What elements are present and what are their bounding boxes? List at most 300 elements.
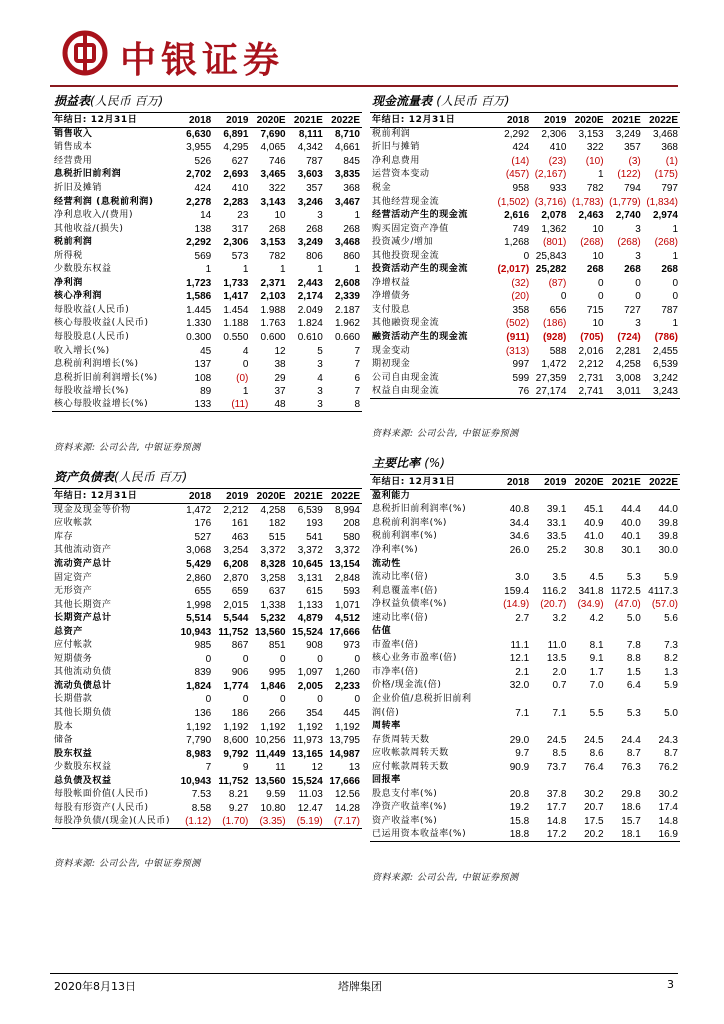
- table-row: [52, 571, 362, 585]
- row-value: 0: [598, 277, 604, 289]
- row-value: 541: [306, 531, 323, 543]
- row-value: 40.9: [584, 517, 604, 529]
- row-label: 无形资产: [54, 586, 93, 597]
- row-value: 1.7: [589, 666, 604, 678]
- row-label: 净利息费用: [372, 155, 421, 166]
- row-value: 973: [343, 640, 360, 652]
- row-value: 108: [194, 372, 212, 384]
- row-value: 2.187: [334, 304, 360, 316]
- row-value: 3,468: [652, 129, 678, 141]
- table-row: [370, 693, 680, 707]
- table-row: [370, 344, 680, 358]
- row-value: 3.5: [552, 572, 567, 584]
- row-label: 其他收益/(损失): [54, 223, 124, 234]
- row-value: 1,586: [186, 291, 212, 303]
- row-value: (20.7): [540, 599, 567, 611]
- row-value: 2,371: [260, 277, 286, 289]
- row-value: 0: [560, 291, 567, 303]
- row-value: 8: [325, 398, 362, 412]
- table-row: [370, 371, 680, 385]
- row-label: 现金变动: [372, 345, 411, 356]
- row-value: 2,455: [652, 345, 678, 357]
- header-year-2: 2019: [213, 113, 250, 128]
- row-value: 0.300: [186, 331, 212, 343]
- row-value: 7: [354, 359, 360, 371]
- row-value: 4,065: [260, 142, 286, 154]
- row-label: 投资活动产生的现金流: [372, 264, 469, 275]
- header-fiscal-year-end: 年结日: 12月31日: [52, 113, 176, 128]
- table-row: [370, 385, 680, 399]
- row-label: 税前利润: [54, 237, 93, 248]
- row-value: 5.6: [664, 612, 678, 624]
- table-row: [52, 761, 362, 775]
- row-value: 40.8: [509, 504, 530, 516]
- row-value: 3.2: [552, 612, 567, 624]
- row-value: [643, 490, 680, 504]
- table-row: [370, 611, 680, 625]
- row-value: (122): [617, 169, 641, 181]
- footer-company: 塔牌集团: [338, 980, 382, 993]
- row-value: 0: [242, 653, 249, 665]
- row-value: 17,666: [329, 626, 360, 638]
- table-row: [52, 249, 362, 263]
- table-header-row: [370, 475, 680, 490]
- row-value: 2,860: [186, 572, 212, 584]
- row-value: 2,212: [223, 505, 249, 517]
- table-row: [370, 222, 680, 236]
- row-value: 445: [343, 707, 360, 719]
- row-value: 2,015: [223, 599, 249, 611]
- row-value: 3,243: [643, 385, 680, 399]
- header-year-5: 2022E: [325, 489, 362, 504]
- row-value: 1,192: [223, 721, 249, 733]
- footer-page-number: 3: [667, 978, 674, 991]
- table-row: [52, 263, 362, 277]
- row-value: 7,790: [186, 735, 212, 747]
- row-value: 8.7: [664, 748, 678, 760]
- row-value: 1,192: [260, 721, 286, 733]
- row-value: 3,242: [652, 372, 678, 384]
- row-value: 1.824: [297, 318, 323, 330]
- row-value: 1,362: [541, 223, 567, 235]
- row-label: 运营资本变动: [372, 169, 430, 180]
- row-value: 3,467: [334, 196, 360, 208]
- row-value: (268): [580, 237, 604, 249]
- row-value: 8.8: [626, 653, 641, 665]
- row-value: [643, 774, 680, 788]
- row-value: 2,463: [578, 210, 604, 222]
- table-row: [370, 182, 680, 196]
- row-value: 1.3: [664, 666, 678, 678]
- table-row: [370, 557, 680, 571]
- table-row: [52, 788, 362, 802]
- row-value: 14,987: [329, 748, 360, 760]
- row-value: 0.550: [223, 331, 249, 343]
- row-value: 2.0: [552, 666, 567, 678]
- header-year-4: 2021E: [606, 113, 643, 128]
- row-value: 268: [586, 264, 604, 276]
- header-year-4: 2021E: [606, 475, 643, 490]
- row-value: 1,998: [186, 599, 212, 611]
- row-value: 8.1: [589, 639, 604, 651]
- row-value: 3,008: [615, 372, 641, 384]
- row-value: [643, 693, 680, 707]
- row-label: 净资产收益率(%): [372, 802, 447, 813]
- row-value: 32.0: [509, 680, 530, 692]
- row-value: 4,879: [297, 613, 323, 625]
- row-label: 其他长期资产: [54, 599, 112, 610]
- row-value: 45: [200, 345, 212, 357]
- row-value: 2,339: [334, 291, 360, 303]
- table-header-row: [370, 113, 680, 128]
- row-label: 短期债务: [54, 653, 93, 664]
- row-value: 1: [205, 264, 212, 276]
- row-label: 息税前利润率(%): [372, 517, 447, 528]
- row-value: 580: [343, 531, 360, 543]
- row-value: [494, 625, 531, 639]
- row-value: 17.4: [658, 802, 678, 814]
- row-value: 13.5: [546, 653, 567, 665]
- row-value: 268: [306, 223, 323, 235]
- row-label: 长期资产总计: [54, 613, 112, 624]
- header-fiscal-year-end: 年结日: 12月31日: [370, 475, 494, 490]
- row-value: 3,246: [297, 196, 323, 208]
- table-row: [52, 128, 362, 142]
- row-value: 13,154: [329, 558, 360, 570]
- row-value: 3,603: [297, 169, 323, 181]
- row-value: (23): [548, 155, 567, 167]
- row-value: 410: [231, 182, 249, 194]
- row-value: 5: [317, 345, 323, 357]
- row-value: 13: [348, 762, 360, 774]
- header-fiscal-year-end: 年结日: 12月31日: [52, 489, 176, 504]
- table-row: [370, 503, 680, 517]
- row-value: 1.445: [186, 304, 212, 316]
- row-value: 0: [317, 653, 323, 665]
- row-label: 息税折旧前利润率(%): [372, 504, 467, 515]
- balance-unit-text: (人民币 百万): [114, 470, 188, 484]
- row-value: 463: [231, 531, 249, 543]
- row-value: 3,372: [334, 545, 360, 557]
- row-value: 138: [194, 223, 212, 235]
- row-value: (20): [511, 291, 530, 303]
- row-value: 0: [242, 694, 249, 706]
- table-row: [52, 815, 362, 829]
- table-row: [52, 182, 362, 196]
- row-value: 2,731: [578, 372, 604, 384]
- row-value: 116.2: [542, 585, 567, 597]
- row-value: (1,834): [646, 196, 678, 208]
- table-row: [370, 544, 680, 558]
- row-value: (1,779): [609, 196, 641, 208]
- row-value: 3,131: [297, 572, 323, 584]
- row-value: 8,994: [334, 505, 360, 517]
- table-row: [52, 653, 362, 667]
- row-label: 净利润: [54, 277, 83, 288]
- row-value: 341.8: [578, 585, 604, 597]
- row-value: 1,192: [186, 721, 212, 733]
- row-value: 12: [311, 762, 323, 774]
- row-label: 经营利润 (息税前利润): [54, 196, 154, 207]
- header-year-5: 2022E: [325, 113, 362, 128]
- row-value: 7.1: [552, 707, 567, 719]
- row-value: 851: [268, 640, 286, 652]
- row-value: 782: [586, 182, 604, 194]
- row-value: 2,103: [260, 291, 286, 303]
- row-value: 137: [194, 359, 212, 371]
- table-header-row: [52, 113, 362, 128]
- row-value: 656: [549, 304, 567, 316]
- row-value: (87): [548, 277, 567, 289]
- row-value: 2,306: [223, 237, 249, 249]
- bank-of-china-logo-icon: [62, 30, 108, 76]
- table-row: [370, 747, 680, 761]
- row-value: 30.2: [658, 788, 678, 800]
- row-value: 2,306: [541, 129, 567, 141]
- row-label: 收入增长(%): [54, 345, 110, 356]
- row-value: 615: [306, 586, 323, 598]
- row-value: 806: [306, 250, 323, 262]
- header-year-2: 2019: [531, 113, 568, 128]
- row-value: 20.7: [584, 802, 604, 814]
- row-value: [568, 720, 605, 734]
- row-value: 8.6: [589, 748, 604, 760]
- row-value: 20.8: [509, 788, 530, 800]
- row-value: 7.1: [515, 707, 530, 719]
- row-value: 5.0: [626, 612, 641, 624]
- row-value: 26.0: [509, 544, 530, 556]
- row-value: 25,843: [535, 250, 567, 262]
- row-value: 5.9: [664, 680, 678, 692]
- row-value: 44.4: [621, 504, 641, 516]
- row-label: 销售成本: [54, 142, 93, 153]
- row-value: 906: [231, 667, 249, 679]
- table-row: [370, 679, 680, 693]
- row-value: 186: [231, 707, 249, 719]
- row-value: 3,372: [260, 545, 286, 557]
- row-value: 17.5: [584, 815, 604, 827]
- row-value: 0: [672, 277, 678, 289]
- row-value: 7.3: [664, 639, 678, 651]
- row-value: 11: [275, 762, 286, 774]
- cash-flow-table: [370, 112, 680, 399]
- row-value: 2,174: [297, 291, 323, 303]
- table-row: [370, 828, 680, 842]
- row-label: 股息支付率(%): [372, 788, 438, 799]
- row-value: 14.8: [658, 815, 678, 827]
- row-value: 588: [549, 345, 567, 357]
- row-value: (47.0): [614, 599, 641, 611]
- row-value: 2,693: [223, 169, 249, 181]
- table-row: [370, 263, 680, 277]
- row-value: 1,338: [260, 599, 286, 611]
- row-value: 11,449: [255, 748, 286, 760]
- table-row: [370, 358, 680, 372]
- header-year-1: 2018: [176, 489, 213, 504]
- row-label: 股本: [54, 721, 74, 732]
- row-value: 13,560: [254, 775, 286, 787]
- row-value: 0.7: [552, 680, 567, 692]
- row-value: 15,524: [292, 775, 323, 787]
- row-value: 1.188: [223, 318, 249, 330]
- row-value: 6,539: [652, 359, 678, 371]
- row-value: 10,645: [292, 558, 323, 570]
- row-label: 核心业务市盈率(倍): [372, 653, 458, 664]
- row-value: (705): [580, 331, 604, 343]
- row-value: 16.9: [643, 828, 680, 842]
- row-value: (786): [654, 331, 678, 343]
- row-value: 37.8: [546, 788, 567, 800]
- row-label: 息税折旧前利润增长(%): [54, 372, 158, 383]
- cash-flow-title: [372, 92, 509, 109]
- table-row: [370, 141, 680, 155]
- row-value: (1,783): [571, 196, 604, 208]
- row-value: 410: [549, 142, 567, 154]
- table-row: [370, 598, 680, 612]
- table-row: [52, 680, 362, 694]
- row-label: 净利率(%): [372, 544, 419, 555]
- row-value: 527: [194, 531, 212, 543]
- table-row: [52, 734, 362, 748]
- row-value: (2,167): [534, 169, 567, 181]
- row-label: 净权益负债率(%): [372, 599, 447, 610]
- row-value: 0: [205, 694, 212, 706]
- row-value: 268: [624, 264, 641, 276]
- table-row: [52, 277, 362, 291]
- row-value: 8.58: [191, 802, 212, 814]
- row-value: 368: [661, 142, 678, 154]
- header-year-1: 2018: [176, 113, 213, 128]
- row-label: 资产收益率(%): [372, 815, 438, 826]
- row-label: 储备: [54, 735, 74, 746]
- balance-sheet-table: [52, 488, 362, 829]
- row-value: (57.0): [651, 599, 678, 611]
- row-value: 1: [242, 386, 249, 398]
- header-year-3: 2020E: [250, 489, 287, 504]
- row-value: 12.1: [509, 653, 530, 665]
- row-value: 2,278: [186, 196, 212, 208]
- row-value: 0: [635, 291, 641, 303]
- table-row: [52, 517, 362, 531]
- row-label: 期初现金: [372, 359, 411, 370]
- row-value: 33.1: [546, 517, 567, 529]
- row-value: 5.0: [664, 707, 678, 719]
- row-value: 10,943: [180, 626, 212, 638]
- row-value: 8,600: [223, 735, 249, 747]
- row-value: 7.53: [191, 789, 212, 801]
- row-value: 2.1: [515, 666, 530, 678]
- row-value: (724): [617, 331, 641, 343]
- table-row: [52, 141, 362, 155]
- row-value: 782: [268, 250, 286, 262]
- row-value: 7.0: [589, 680, 604, 692]
- row-value: (801): [543, 237, 567, 249]
- row-label: 每股收益增长(%): [54, 386, 129, 397]
- row-value: 1,097: [297, 667, 323, 679]
- row-label: 经营费用: [54, 155, 93, 166]
- table-row: [370, 801, 680, 815]
- row-value: 839: [194, 667, 212, 679]
- row-label: 流动性: [372, 558, 401, 569]
- table-row: [52, 385, 362, 399]
- table-row: [52, 666, 362, 680]
- row-label: 融资活动产生的现金流: [372, 331, 469, 342]
- row-value: (14): [511, 155, 530, 167]
- table-row: [370, 530, 680, 544]
- row-value: (10): [585, 155, 604, 167]
- row-value: 13,165: [292, 748, 323, 760]
- row-value: 2,233: [334, 680, 360, 692]
- row-value: 1,417: [223, 291, 249, 303]
- row-value: 10,256: [254, 735, 286, 747]
- row-value: 322: [268, 182, 286, 194]
- row-value: 15.7: [621, 815, 641, 827]
- table-row: [370, 209, 680, 223]
- row-value: 354: [306, 707, 323, 719]
- income-statement-table: [52, 112, 362, 412]
- row-value: 8.7: [626, 748, 641, 760]
- row-value: 11.03: [298, 789, 323, 801]
- row-value: [568, 490, 605, 504]
- row-label: 每股净负债/(现金)(人民币): [52, 815, 176, 829]
- table-row: [370, 128, 680, 142]
- table-row: [52, 290, 362, 304]
- row-value: 0.660: [334, 331, 360, 343]
- row-value: 14.28: [334, 802, 360, 814]
- cashflow-source-note: 资料来源: 公司公告, 中银证券预测: [372, 429, 519, 439]
- row-value: 1.454: [223, 304, 249, 316]
- row-value: (0): [236, 372, 249, 384]
- row-label: 应收帐款周转天数: [372, 748, 449, 759]
- row-value: 526: [194, 155, 212, 167]
- row-value: 3,372: [297, 545, 323, 557]
- row-value: [531, 557, 568, 571]
- row-value: (3.35): [250, 815, 287, 829]
- row-value: 3,835: [334, 169, 360, 181]
- row-value: 8.21: [228, 789, 249, 801]
- row-value: [606, 490, 643, 504]
- row-value: 599: [512, 372, 530, 384]
- row-value: 0: [280, 694, 286, 706]
- income-statement-title: [54, 92, 163, 109]
- row-value: 17,666: [329, 775, 360, 787]
- row-value: 4.2: [589, 612, 604, 624]
- table-row: [52, 195, 362, 209]
- row-label: 库存: [54, 531, 74, 542]
- row-label: 估值: [372, 626, 392, 637]
- row-label: 净增债务: [372, 291, 411, 302]
- row-label: 价格/现金流(倍): [372, 680, 442, 691]
- table-row: [370, 774, 680, 788]
- row-value: 136: [194, 707, 212, 719]
- row-label: 润(倍): [372, 707, 400, 718]
- table-row: [52, 747, 362, 761]
- row-value: 0: [354, 653, 360, 665]
- row-value: 1,472: [186, 505, 212, 517]
- row-value: [606, 557, 643, 571]
- row-label: 税金: [372, 182, 392, 193]
- row-value: 985: [194, 640, 212, 652]
- row-value: [531, 720, 568, 734]
- row-value: 268: [268, 223, 286, 235]
- row-value: 1: [242, 264, 249, 276]
- row-value: 176: [194, 518, 212, 530]
- row-label: 折旧及摊销: [54, 182, 103, 193]
- row-value: 0: [523, 250, 530, 262]
- row-value: (3): [628, 155, 641, 167]
- table-row: [52, 531, 362, 545]
- row-label: 其他长期负债: [54, 707, 112, 718]
